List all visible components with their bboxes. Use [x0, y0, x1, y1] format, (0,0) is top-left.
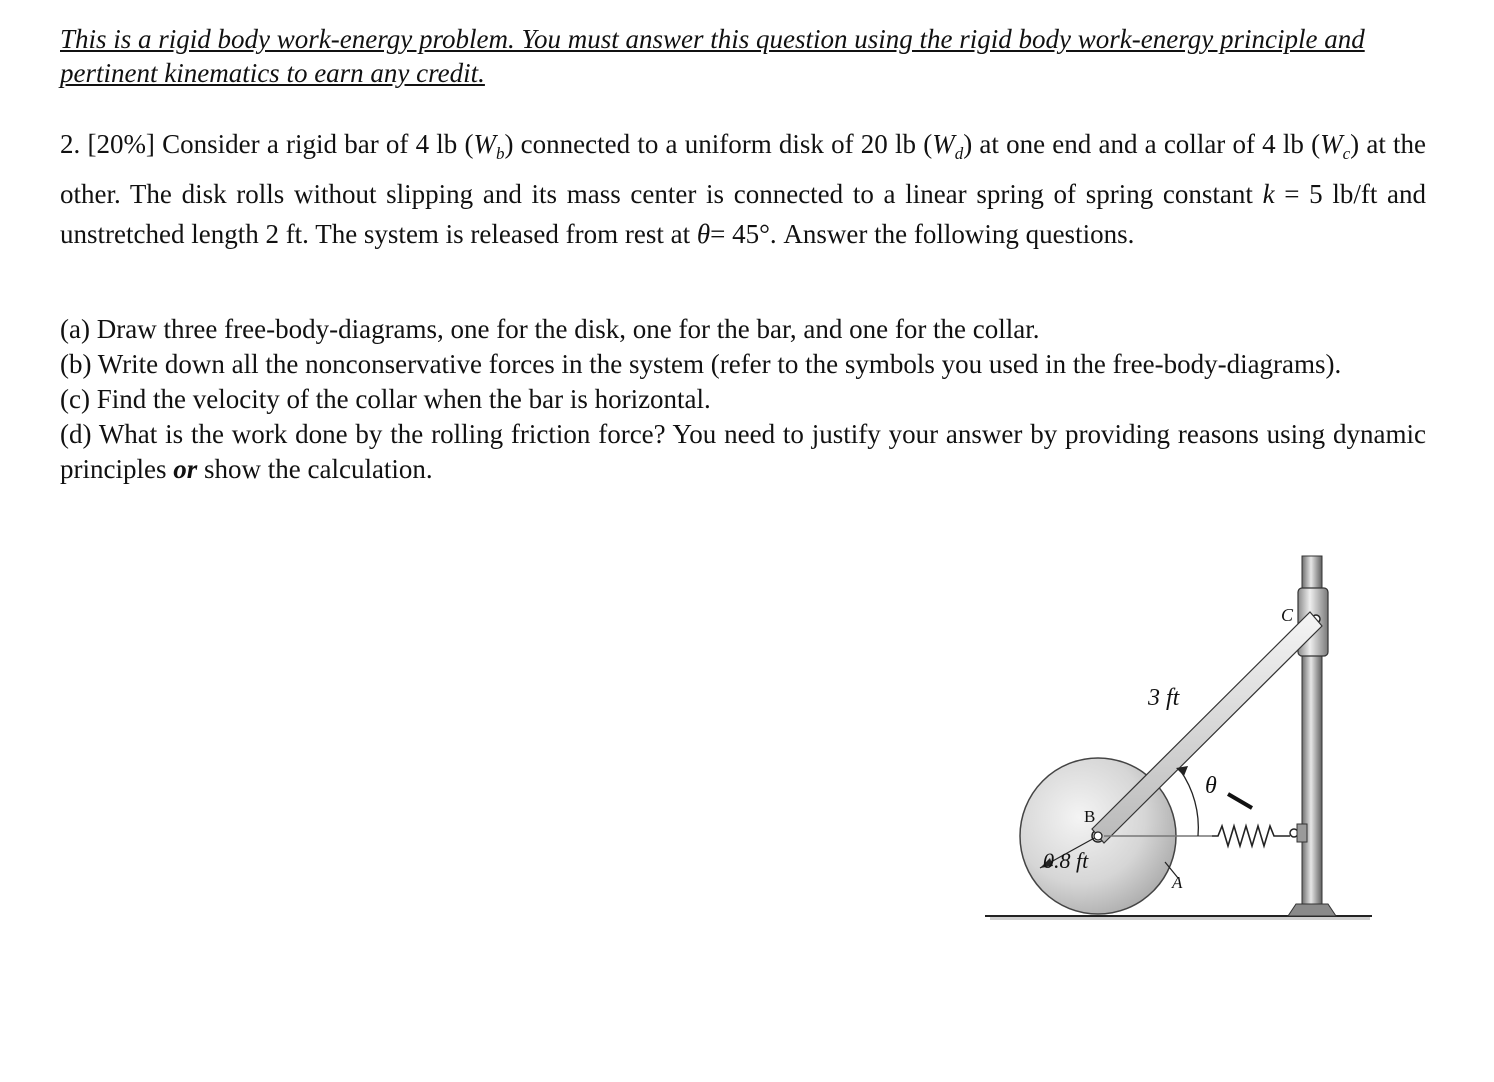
ground-shadow — [990, 917, 1370, 920]
weight-bar-symbol: W — [473, 129, 496, 159]
weight-disk-subscript: d — [954, 144, 964, 163]
label-A: A — [1172, 873, 1183, 892]
spring-constant-symbol: k — [1262, 179, 1275, 209]
question-d-text-2: show the calculation. — [197, 454, 433, 484]
weight-collar-subscript: c — [1342, 144, 1351, 163]
label-theta: θ — [1205, 773, 1217, 799]
problem-text-1: 2. [20%] Consider a rigid bar of 4 lb ( — [60, 129, 474, 159]
problem-text-5: = 5 lb/ft and unstretched length 2 ft. The system is released from rest at — [60, 179, 1426, 249]
question-b: (b) Write down all the nonconservative forces in the system (refer to the symbols you used in the free-body-diagrams). — [60, 349, 1342, 379]
problem-text-2: ) connected to a uniform disk of 20 lb ( — [504, 129, 933, 159]
theta-arc — [1180, 770, 1198, 836]
weight-disk-symbol: W — [932, 129, 955, 159]
question-a: (a) Draw three free-body-diagrams, one for the disk, one for the bar, and one for the collar. — [60, 314, 1040, 344]
theta-pointer — [1228, 794, 1252, 808]
problem-text-6: = 45°. Answer the following questions. — [710, 219, 1135, 249]
question-d-or: or — [173, 454, 198, 484]
theta-symbol: θ — [696, 219, 711, 249]
label-radius: 0.8 ft — [1043, 848, 1089, 873]
pole-base — [1288, 904, 1336, 916]
weight-bar-subscript: b — [495, 144, 505, 163]
label-C: C — [1281, 605, 1294, 625]
problem-text-4: ) at the other. The disk rolls without slipping and its mass center is connected to a linear spring of spring constant — [60, 129, 1427, 209]
spring-anchor-bracket — [1297, 824, 1307, 842]
bar-pin-B — [1094, 832, 1102, 840]
question-c: (c) Find the velocity of the collar when the bar is horizontal. — [60, 384, 711, 414]
problem-text-3: ) at one end and a collar of 4 lb ( — [963, 129, 1321, 159]
rigid-bar — [1092, 612, 1322, 843]
label-B: B — [1084, 807, 1096, 826]
spring — [1212, 826, 1290, 846]
instruction-notice: This is a rigid body work-energy problem. You must answer this question using the rigid body work-energy principle and pertinent kinematics to earn any credit. — [60, 24, 1365, 88]
weight-collar-symbol: W — [1320, 129, 1343, 159]
label-bar-length: 3 ft — [1148, 685, 1180, 711]
question-d-text-1: (d) What is the work done by the rolling friction force? You need to justify your answer by providing reasons using dynamic principles — [60, 419, 1426, 484]
